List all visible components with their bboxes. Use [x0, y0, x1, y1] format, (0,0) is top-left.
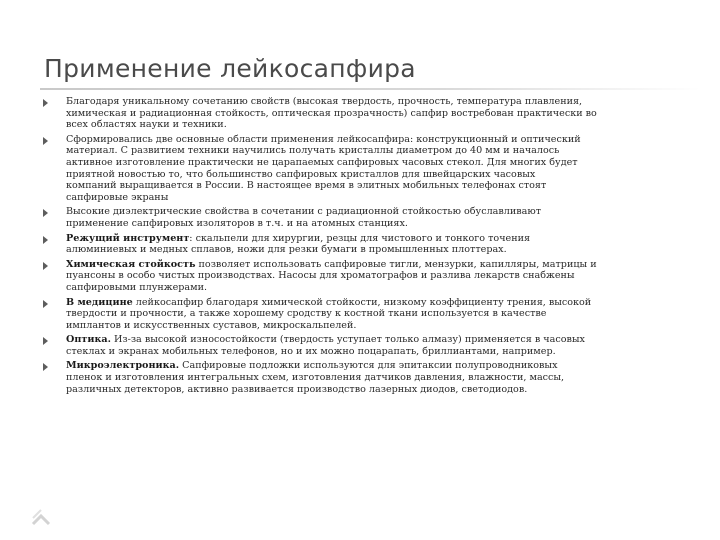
item-lead: Оптика.: [66, 334, 111, 346]
triangle-bullet-icon: [43, 300, 48, 308]
item-text: Сапфировые подложки используются для эпитаксии полупроводниковых пленок и изготовления интегральных схем, изготовления датчиков давления, влажности, массы, различных детекторов, активно развивается производство лазерных диодов, светодиодов.: [66, 360, 565, 395]
triangle-bullet-icon: [43, 363, 48, 371]
triangle-bullet-icon: [43, 337, 48, 345]
item-text: позволяет использовать сапфировые тигли, мензурки, капилляры, матрицы и пуансоны в особо чистых производствах. Насосы для хроматографов и разлива лекарств снабжены сапфировыми плунжерами.: [66, 258, 597, 293]
triangle-bullet-icon: [43, 209, 48, 217]
list-item: [40, 259, 682, 294]
list-item: [40, 206, 682, 229]
list-item: [40, 297, 682, 332]
item-text: Высокие диэлектрические свойства в сочетании с радиационной стойкостью обуславливают применение сапфировых изоляторов в т.ч. и на атомных станциях.: [66, 206, 542, 229]
list-item: [40, 233, 682, 256]
item-text: лейкосапфир благодаря химической стойкости, низкому коэффициенту трения, высокой твердости и прочности, а также хорошему сродству к костной ткани используется в качестве имплантов и искусственных суставов, микроскальпелей.: [66, 296, 592, 331]
item-lead: Химическая стойкость: [66, 258, 196, 270]
item-lead: В медицине: [66, 296, 133, 308]
item-text: : скальпели для хирургии, резцы для чистового и тонкого точения алюминиевых и медных сплавов, ножи для резки бумаги в промышленных плоттерах.: [66, 232, 531, 256]
slide-title: Применение лейкосапфира: [44, 54, 416, 83]
list-item: [40, 96, 682, 131]
list-item: [40, 334, 682, 357]
item-text: Сформировались две основные области применения лейкосапфира: конструкционный и оптический материал. С развитием техники научились получать кристаллы диаметром до 40 мм и началось активное изготовление практически не царапаемых сапфировых часовых стекол. Для многих будет приятной новостью то, что большинство сапфировых кристаллов для швейцарских часовых компаний выращивается в России. В настоящее время в элитных мобильных телефонах стоят сапфировые экраны: [66, 133, 581, 203]
triangle-bullet-icon: [43, 236, 48, 244]
triangle-bullet-icon: [43, 99, 48, 107]
item-lead: Микроэлектроника.: [66, 360, 180, 372]
list-item: [40, 360, 682, 395]
triangle-bullet-icon: [43, 137, 48, 145]
triangle-bullet-icon: [43, 262, 48, 270]
item-text: Из-за высокой износостойкости (твердость уступает только алмазу) применяется в часовых стеклах и экранах мобильных телефонов, но и их можно поцарапать, бриллиантами, например.: [66, 334, 585, 357]
item-text: Благодаря уникальному сочетанию свойств (высокая твердость, прочность, температура плавления, химическая и радиационная стойкость, оптическая прозрачность) сапфир востребован практически во всех областях науки и техники.: [66, 96, 597, 131]
title-divider: [40, 88, 700, 90]
list-item: [40, 134, 682, 204]
corner-chevron-icon: [30, 505, 52, 527]
item-lead: Режущий инструмент: [66, 232, 190, 244]
bullet-list: [40, 96, 682, 398]
